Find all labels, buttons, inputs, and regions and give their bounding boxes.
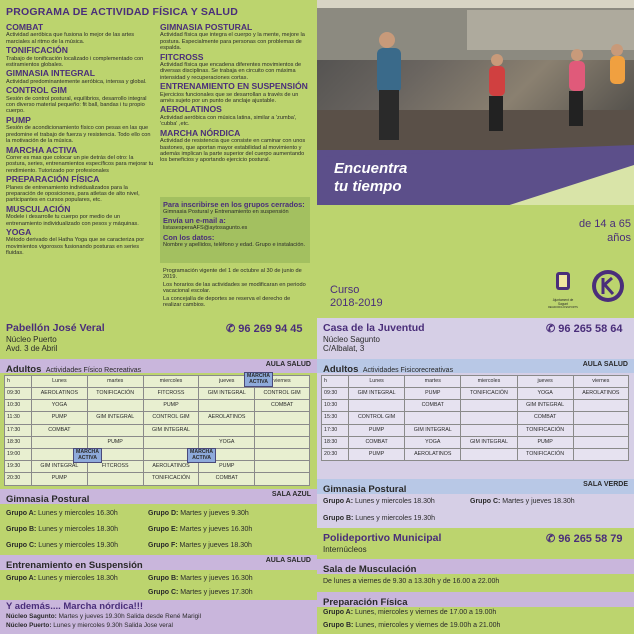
group-time: Lunes y miercoles 16.30h [38,510,118,517]
table-row [322,412,629,424]
venue-title-right: Casa de la Juventud [323,322,425,334]
group-time: Martes y jueves 18.30h [179,542,252,549]
time-cell: 10:30 [5,400,32,412]
address-line-2: C/Albalat, 3 [323,344,365,353]
nordic-line-1 [6,613,201,620]
postural-right-group-c [470,498,575,505]
day-header: jueves [517,376,573,388]
activity-cell: TONIFICACIÓN [461,388,517,400]
group-time: Lunes y miercoles 18.30h [355,498,435,505]
activity-cell: YOGA [32,400,88,412]
phone-number-right: 96 265 58 64 [558,323,623,335]
activity-description: Trabajo de tonificación localizado i complementado con estiramientos globales. [6,55,144,69]
activity-cell: GIM INTEGRAL [32,461,88,473]
activity-cell: GIM INTEGRAL [143,424,199,436]
group-label: Grupo F: [148,542,178,549]
preparacion-group-b [323,622,500,629]
activity-cell: COMBAT [255,400,310,412]
age-range-line-2: años [607,232,631,244]
time-cell: 11:30 [5,412,32,424]
activity-name: MARCHA NÓRDICA [160,127,241,138]
activity-name: MUSCULACIÓN [6,203,71,214]
activity-cell: PUMP [143,400,199,412]
marcha-badge-1-line-1: MARCHA [247,373,271,379]
postural-right-group-b [323,515,435,522]
validity-2: Los horarios de las actividades se modificaran en periodo vacacional escolar. [163,281,306,295]
group-time: Lunes y miercoles 19.30h [38,542,119,549]
program-title: PROGRAMA DE ACTIVIDAD FÍSICA Y SALUD [6,6,238,18]
activity-cell: AEROLATINOS [573,388,628,400]
activity-cell: COMBAT [349,436,405,448]
suspension-group-b [148,575,253,582]
activity-description: Sesión de control postural, equilibrios, desarrollo integral con diverso material pequeño: fit ball, bandas i tu propio cuerpo. [6,95,147,115]
nordic-text: Martes y jueves 19.30h Salida desde René Marigil [58,613,202,620]
activity-cell: PUMP [349,424,405,436]
activity-name: PUMP [6,114,31,125]
activity-cell: COMBAT [517,412,573,424]
course-years: 2018-2019 [330,297,383,309]
time-cell: 20:30 [5,473,32,485]
group-time: Martes y jueves 16.30h [179,526,253,533]
day-header: Lunes [32,376,88,388]
activity-description: Actividad aeróbica con música latina, similar a 'zumba', 'cubba' ,etc. [160,114,297,128]
activity-cell: COMBAT [199,473,255,485]
marcha-badge-1-line-2: ACTIVA [249,378,268,385]
activity-cell [255,473,310,485]
adultos-band-left [0,359,317,373]
table-row [5,461,310,473]
preparacion-band [317,592,634,607]
activity-cell: TONIFICACIÓN [517,424,573,436]
inscribe-text: Gimnasia Postural y Entrenamiento en suspensión [163,209,289,215]
activity-cell: GIM INTEGRAL [199,388,255,400]
poli-phone-number: 96 265 58 79 [558,533,623,545]
activity-cell: PUMP [349,448,405,460]
group-label: Grupo B: [323,515,354,522]
time-cell: 19:00 [5,448,32,460]
activity-cell [143,436,199,448]
time-cell: 17:30 [5,424,32,436]
activity-cell: PUMP [32,412,88,424]
activity-cell [87,400,143,412]
activity-name: ENTRENAMIENTO EN SUSPENSIÓN [160,81,308,92]
preparacion-title: Preparación Física [323,597,408,608]
activity-cell [87,424,143,436]
activity-cell [573,400,628,412]
day-header: martes [405,376,461,388]
day-header: miercoles [461,376,517,388]
activity-name: CONTROL GIM [6,85,67,96]
activity-cell: PUMP [87,436,143,448]
time-cell: 20:30 [322,448,349,460]
musculacion-hours: De lunes a viernes de 9.30 a 13.30h y de 16.00 a 22.00h [323,578,500,585]
activity-cell [573,448,628,460]
table-row [5,400,310,412]
day-header: viernes [255,376,310,388]
logo-caption-1: Ajuntament de Sagunt [552,298,574,306]
day-header: viernes [573,376,628,388]
time-cell: 18:30 [5,436,32,448]
postural-aula-right: SALA VERDE [583,481,628,488]
activity-name: AEROLATINOS [160,104,222,115]
activity-cell: COMBAT [405,400,461,412]
activity-name: GIMNASIA INTEGRAL [6,68,95,79]
activity-cell [255,436,310,448]
group-label: Grupo B: [6,526,37,533]
activity-cell: CONTROL GIM [349,412,405,424]
day-header: h [5,376,32,388]
activity-description: Actividad aeróbica que fusiona lo mejor de las artes marciales al ritmo de la música. [6,32,135,45]
city-council-logo [548,270,578,310]
table-row [322,436,629,448]
postural-band-left [0,489,317,504]
day-header: miercoles [143,376,199,388]
group-label: Grupo C: [6,542,37,549]
activity-cell: PUMP [32,473,88,485]
age-range-line-1: de 14 a 65 [579,218,631,230]
activity-cell: GIM INTEGRAL [517,400,573,412]
venue-phone-right[interactable] [546,322,623,335]
time-cell: 09:30 [5,388,32,400]
activity-cell: TONIFICACIÓN [517,448,573,460]
activity-name: TONIFICACIÓN [6,45,68,56]
suspension-group-a [6,575,118,582]
data-title: Con los datos: [163,232,215,242]
activity-cell [199,424,255,436]
group-label: Grupo B: [323,622,354,629]
activity-name: PREPARACIÓN FÍSICA [6,174,100,185]
activity-description: Actividad predominantemente aeróbica, intensa y global. [6,78,147,85]
activity-name: GIMNASIA POSTURAL [160,22,253,32]
phone-icon: ✆ [546,533,559,545]
activity-description: Actividad de resistencia que consiste en caminar con unos bastones, que aportan mayor estabilidad al movimiento y además implican la parte superior del cuerpo aumentando los beneficios y aportando ejercicio postural. [160,138,306,164]
day-header: h [322,376,349,388]
address-line-1: Núcleo Puerto [6,335,57,344]
data-text: Nombre y apellidos, teléfono y edad. Grupo e instalación. [163,241,306,248]
activity-cell [573,424,628,436]
marcha-badge-1 [244,372,273,387]
activity-cell [461,400,517,412]
postural-title-right: Gimnasia Postural [323,484,407,495]
table-row [322,424,629,436]
activity-cell: YOGA [517,388,573,400]
activity-description: Correr es mas que colocar un pie detrás del otro: la postura, series, entrenamientos específicos para mejorar tu rendimiento. Tutorizado por profesionales [6,154,154,174]
schedule-table-left [4,375,310,486]
activity-description: Sesión de acondicionamiento físico con pesas en las que predomine el trabajo de fuerza y resistencia. Todo ello con la motivación de la música. [6,125,151,145]
group-label: Grupo C: [470,498,501,505]
phone-number-left: 96 269 94 45 [238,323,303,335]
group-time: Martes y jueves 9.30h [180,510,249,517]
group-label: Grupo E: [148,526,178,533]
postural-group-d [148,510,249,517]
group-time: Lunes y miercoles 18.30h [38,575,118,582]
nordic-line-2 [6,622,173,629]
activity-cell [199,400,255,412]
table-row [5,424,310,436]
time-cell: 19:30 [5,461,32,473]
activity-cell [255,424,310,436]
table-header-row [322,376,629,388]
postural-group-a [6,510,118,517]
phone-icon: ✆ [546,323,559,335]
activity-cell: CONTROL GIM [255,388,310,400]
activity-name: MARCHA ACTIVA [6,144,78,155]
group-label: Grupo C: [148,589,179,596]
group-label: Grupo D: [148,510,179,517]
slogan-line-2: tu tiempo [334,178,402,195]
poli-title: Polideportivo Municipal [323,532,442,544]
nordic-label: Núcleo Sagunto: [6,613,57,620]
address-line-2: Avd. 3 de Abril [6,344,58,353]
activity-cell [255,461,310,473]
adultos-sub-right: Actividades Fisicorecreativas [362,367,454,374]
marcha-badge-3-line-1: MARCHA [190,449,214,455]
activity-cell: TONIFICACIÓN [143,473,199,485]
adultos-band-right [317,359,634,373]
activity-name: YOGA [6,226,32,237]
activity-cell [573,436,628,448]
activity-description: Ejercicios funcionales que se desarrollan a través de un arnés sujeto por un punto de anclaje ajustable. [160,91,299,105]
group-label: Grupo A: [323,498,354,505]
time-cell: 18:30 [322,436,349,448]
slogan-line-1: Encuentra [334,160,408,177]
nordic-title: Y además.... Marcha nórdica!!! [6,601,144,612]
activity-cell: AEROLATINOS [32,388,88,400]
address-line-1: Núcleo Sagunto [323,335,380,344]
activity-cell: AEROLATINOS [199,412,255,424]
table-row [5,436,310,448]
activity-cell [87,473,143,485]
table-row [322,448,629,460]
adultos-title-left: Adultos [6,364,42,375]
program-column-1 [6,22,154,258]
venue-title-left: Pabellón José Veral [6,322,105,334]
venue-address-left [6,335,57,353]
postural-band-right [317,479,634,494]
postural-group-f [148,542,252,549]
suspension-title: Entrenamiento en Suspensión [6,560,143,571]
day-header: jueves [199,376,255,388]
activity-cell: FITCROSS [143,388,199,400]
activity-cell: AEROLATINOS [143,461,199,473]
validity-1: Programación vigente del 1 de octubre al 30 de junio de 2019. [163,268,302,281]
activity-cell: FITCROSS [87,461,143,473]
email-title: Envía un e-mail a: [163,216,226,226]
table-row [5,473,310,485]
activity-cell [255,412,310,424]
inscription-box [160,197,310,263]
table-row [322,388,629,400]
activity-cell: YOGA [405,436,461,448]
suspension-group-c [148,589,253,596]
sports-emblem-icon [590,268,626,304]
group-time: Martes y jueves 18.30h [502,498,575,505]
activity-description: Actividad física que encadena diferentes movimientos de diversas disciplinas. Se trabaja en circuito con máxima intensidad y recuperaciones cortas. [160,62,302,81]
age-range [545,217,631,245]
activity-description: Actividad física que integra el cuerpo y la mente, mejore la postura. Especialmente para personas con problemas de espalda. [160,32,305,52]
course-label: Curso [330,284,360,296]
activity-name: FITCROSS [160,51,204,62]
suspension-aula: AULA SALUD [265,557,311,564]
day-header: martes [87,376,143,388]
group-time: Lunes y miercoles 18.30h [38,526,119,533]
activity-cell: TONIFICACIÓN [87,388,143,400]
group-time: Lunes, miercoles y viernes de 17.00 a 19.00h [355,609,497,616]
activity-name: COMBAT [6,22,44,32]
coat-of-arms-icon [548,270,578,294]
activity-description: Planes de entrenamiento individualizados para la preparación de oposiciones, para atletas de alto nivel, participantes en cursos populares, etc. [6,184,140,204]
phone-icon: ✆ [226,323,239,335]
activity-cell: YOGA [199,436,255,448]
activity-cell [405,412,461,424]
program-column-2 [160,22,310,165]
table-row [5,412,310,424]
group-label: Grupo A: [323,609,354,616]
marcha-badge-3-line-2: ACTIVA [192,454,211,461]
postural-right-group-a [323,498,435,505]
aula-right: AULA SALUD [582,361,628,368]
musculacion-band [317,559,634,574]
activity-cell: COMBAT [32,424,88,436]
day-header: Lunes [349,376,405,388]
logo-caption-2: REGIDORIA D'ESPORTS [548,306,578,310]
postural-title-left: Gimnasia Postural [6,494,90,505]
group-time: Lunes, miercoles y viernes de 19.00h a 21.00h [355,622,501,629]
poli-address: Internúcleos [323,545,367,554]
activity-cell: AEROLATINOS [405,448,461,460]
musculacion-title: Sala de Musculación [323,564,417,575]
adultos-title-right: Adultos [323,364,359,375]
group-label: Grupo A: [6,575,37,582]
table-row [5,388,310,400]
group-time: Martes y jueves 16.30h [180,575,253,582]
table-row [322,400,629,412]
activity-cell: GIM INTEGRAL [349,388,405,400]
activity-cell: GIM INTEGRAL [405,424,461,436]
nordic-label: Núcleo Puerto: [6,622,52,629]
aula-left: AULA SALUD [265,361,311,368]
activity-cell: PUMP [517,436,573,448]
course-year [330,284,383,310]
activity-cell: CONTROL GIM [143,412,199,424]
nordic-text: Lunes y miercoles 9.30h Salida Jose veral [53,622,173,629]
marcha-badge-2 [73,448,102,463]
group-label: Grupo B: [148,575,179,582]
postural-aula-left: SALA AZUL [271,491,311,498]
schedule-table-right [321,375,629,461]
time-cell: 15:30 [322,412,349,424]
venue-address-right [323,335,380,353]
postural-group-b [6,526,118,533]
venue-phone-left[interactable] [226,322,303,335]
suspension-band [0,555,317,570]
activity-cell [573,412,628,424]
activity-cell [255,448,310,460]
activity-cell: GIM INTEGRAL [461,436,517,448]
activity-cell [349,400,405,412]
activity-cell: PUMP [405,388,461,400]
postural-group-c [6,542,118,549]
marcha-badge-2-line-2: ACTIVA [78,454,97,461]
activity-cell: PUMP [199,461,255,473]
validity-3: La concejalía de deportes se reserva el derecho de realizar cambios. [163,295,291,309]
activity-description: Modele i desarrolle tu cuerpo por medio de un entrenamiento individualizado con pesos y máquinas. [6,214,139,227]
activity-cell [32,436,88,448]
time-cell: 17:30 [322,424,349,436]
group-label: Grupo A: [6,510,37,517]
inscribe-title: Para inscribirse en los grupos cerrados: [163,200,305,209]
postural-group-e [148,526,252,533]
email-address[interactable]: listasesperaAFS@aytosagunto.es [163,225,248,232]
poli-phone[interactable] [546,532,623,545]
table-row [5,448,310,460]
sports-logo [590,268,626,304]
group-time: Martes y jueves 17.30h [180,589,253,596]
marcha-badge-3 [187,448,216,463]
activity-cell: GIM INTEGRAL [87,412,143,424]
marcha-badge-2-line-1: MARCHA [76,449,100,455]
time-cell: 09:30 [322,388,349,400]
activity-description: Método derivado del Hatha Yoga que se caracteriza por movimientos vigorosos fusionando posturas en series fluidas. [6,237,145,257]
activity-cell [461,424,517,436]
preparacion-group-a [323,609,496,616]
group-time: Lunes y miercoles 19.30h [355,515,436,522]
activity-cell [461,412,517,424]
adultos-sub-left: Actividades Físico Recreativas [45,367,142,374]
validity-notes [160,266,310,314]
slogan [334,160,454,196]
activity-cell [461,448,517,460]
time-cell: 10:30 [322,400,349,412]
